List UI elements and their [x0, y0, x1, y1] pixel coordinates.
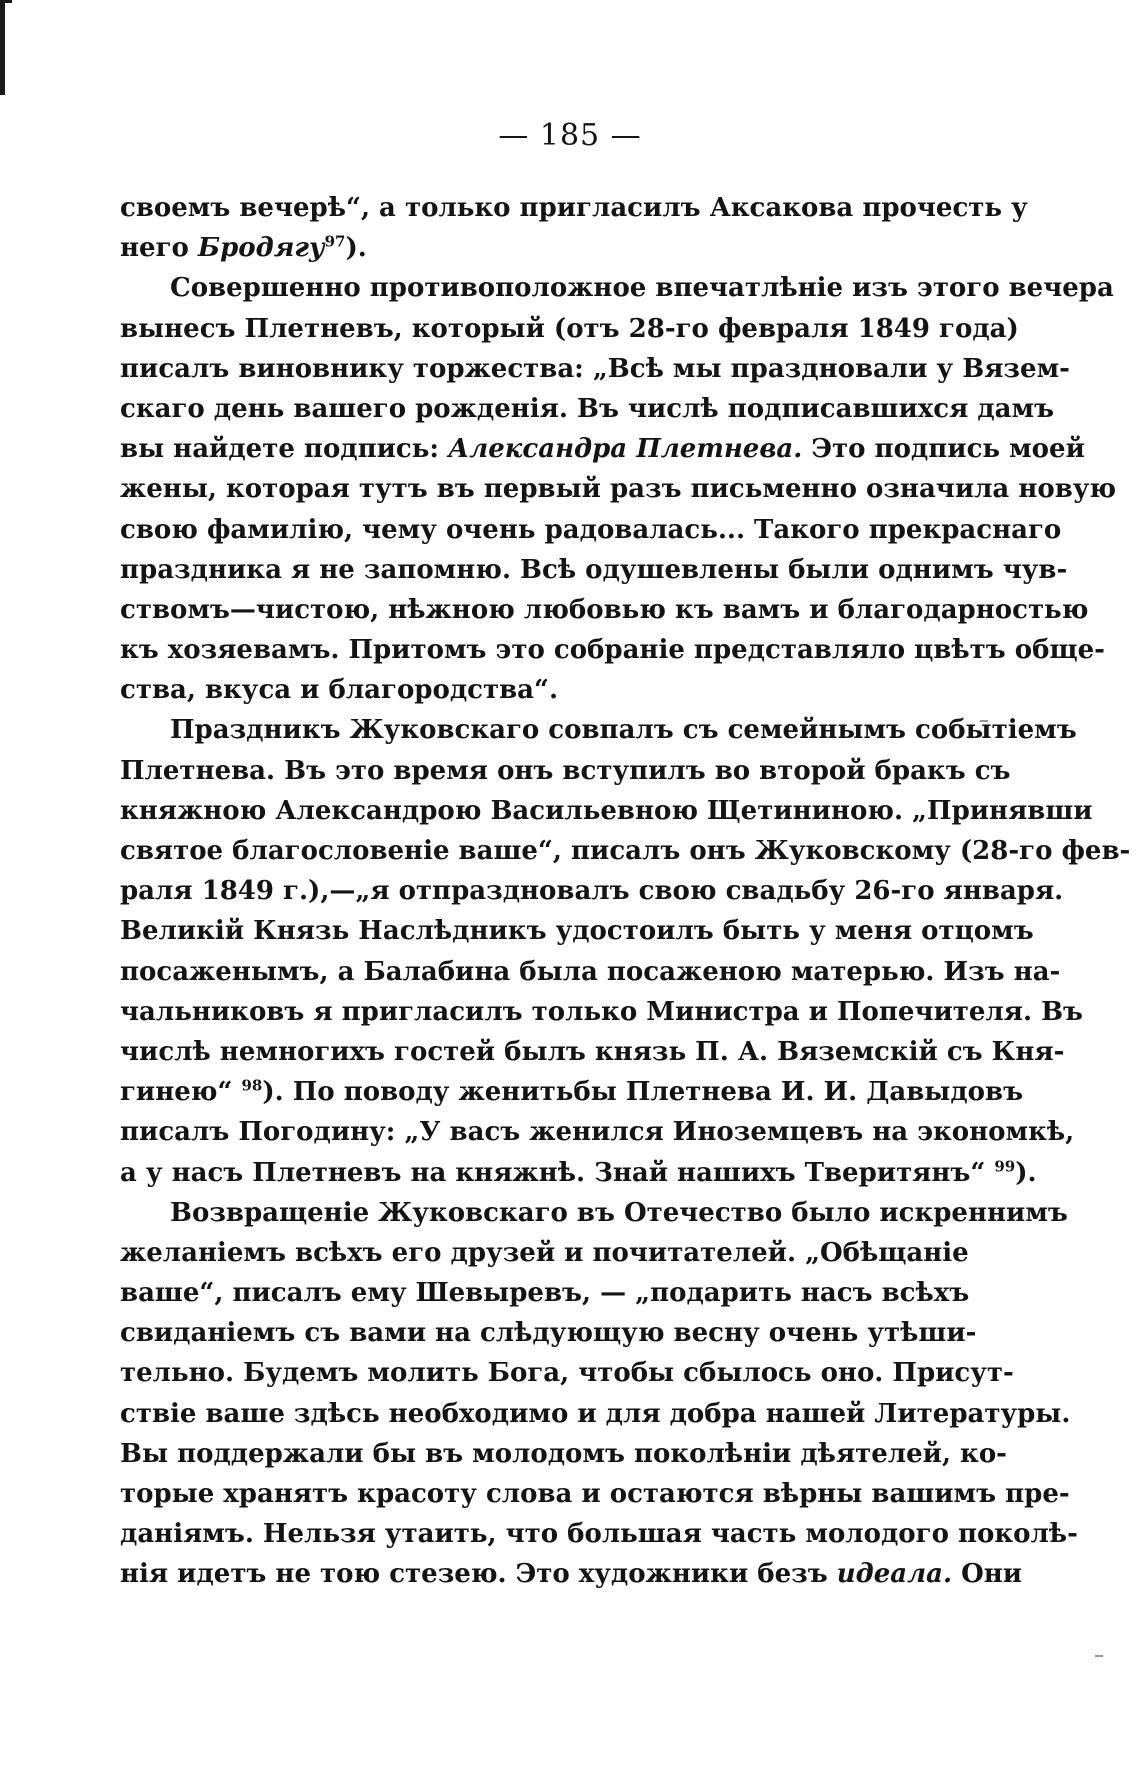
text-line-content: гинею“ — [120, 1077, 242, 1108]
text-line-content: чальниковъ я пригласилъ только Министра и Попечителя. Въ — [120, 996, 1083, 1027]
text-line-tail: Они — [952, 1559, 1023, 1590]
text-line — [120, 389, 1055, 429]
italic-text: Александра Плетнева. — [448, 434, 803, 465]
text-line-content: желаніемъ всѣхъ его друзей и почитателей. „Обѣщаніе — [120, 1237, 969, 1268]
text-line-content: Плетнева. Въ это время онъ вступилъ во второй бракъ съ — [120, 755, 1011, 786]
text-line — [120, 590, 1089, 630]
text-line-content: нія идетъ не тою стезею. Это художники безъ — [120, 1559, 837, 1590]
text-line-content: ствіе ваше здѣсь необходимо и для добра нашей Литературы. — [120, 1398, 1071, 1429]
text-line-content: а у насъ Плетневъ на княжнѣ. Знай нашихъ Тверитянъ“ — [120, 1157, 995, 1188]
text-line — [120, 1353, 1014, 1393]
text-line-content: Возвращеніе Жуковскаго въ Отечество было искреннимъ — [170, 1197, 1068, 1228]
text-line — [120, 952, 1061, 992]
text-line — [120, 751, 1011, 791]
text-line — [120, 831, 1131, 871]
text-line — [120, 710, 1077, 750]
text-line-content: торые хранятъ красоту слова и остаются вѣрны вашимъ пре- — [120, 1479, 1070, 1509]
italic-text: идеала. — [836, 1559, 953, 1590]
text-line-content: Вы поддержали бы въ молодомъ поколѣніи дѣятелей, ко- — [120, 1438, 1007, 1469]
text-line-content: посаженымъ, а Балабина была посаженою матерью. Изъ на- — [120, 956, 1061, 987]
text-line — [120, 1153, 1037, 1193]
text-line — [120, 1273, 970, 1313]
text-line-content: вы найдете подпись: — [120, 434, 449, 465]
text-line — [120, 228, 950, 268]
footnote-ref: 97 — [324, 232, 346, 251]
text-line-content: тельно. Будемъ молить Бога, чтобы сбылось оно. Присут- — [120, 1358, 1014, 1389]
text-line-content: ствомъ—чистою, нѣжною любовью къ вамъ и благодарностью — [120, 594, 1089, 625]
text-line-content: скаго день вашего рожденія. Въ числѣ подписавшихся дамъ — [120, 393, 1055, 424]
text-line-tail: ). — [345, 233, 367, 264]
text-line — [120, 1233, 969, 1273]
body-text — [120, 188, 1131, 1595]
text-line — [120, 992, 1083, 1032]
text-line-content: Великій Князь Наслѣдникъ удостоилъ быть у меня отцомъ — [120, 916, 1034, 947]
text-line — [120, 510, 1062, 550]
text-line — [120, 670, 950, 710]
text-line — [120, 550, 1068, 590]
text-line-tail: ). — [1015, 1157, 1037, 1188]
text-line — [120, 1193, 1068, 1233]
text-line — [120, 911, 1034, 951]
italic-text: Бродягу — [197, 233, 325, 264]
text-line-content: къ хозяевамъ. Притомъ это собраніе представляло цвѣтъ обще- — [120, 635, 1105, 666]
text-line-content: Совершенно противоположное впечатлѣніе изъ этого вечера — [170, 273, 1114, 304]
footnote-ref: 99 — [994, 1156, 1016, 1175]
text-line — [120, 1313, 977, 1353]
text-line — [120, 1112, 1075, 1152]
text-line-tail: Это подпись моей — [802, 434, 1085, 465]
text-line — [120, 1032, 1065, 1072]
text-line-content: святое благословеніе ваше“, писалъ онъ Жуковскому (28-го фев- — [120, 836, 1131, 866]
text-line — [120, 309, 1019, 349]
text-line-content: даніямъ. Нельзя утаить, что большая часть молодого поколѣ- — [120, 1519, 1078, 1550]
text-line — [120, 1394, 1071, 1434]
text-line-content: праздника я не запомню. Всѣ одушевлены были однимъ чув- — [120, 554, 1068, 585]
text-line-content: писалъ виновнику торжества: „Всѣ мы праздновали у Вязем- — [120, 353, 1070, 384]
text-line — [120, 630, 1105, 670]
text-line — [120, 1554, 1023, 1594]
text-line-content: своемъ вечерѣ“, а только пригласилъ Аксакова прочесть у — [120, 193, 1028, 223]
text-line — [120, 469, 1117, 509]
text-line-content: вынесъ Плетневъ, который (отъ 28-го февраля 1849 года) — [120, 313, 1019, 344]
footnote-ref: 98 — [241, 1076, 263, 1095]
text-line-content: Праздникъ Жуковскаго совпалъ съ семейнымъ событіемъ — [170, 715, 1077, 746]
text-line-tail: ). По поводу женитьбы Плетнева И. И. Давыдовъ — [262, 1077, 1024, 1108]
text-line — [120, 871, 1064, 911]
text-line-content: свиданіемъ съ вами на слѣдующую весну очень утѣши- — [120, 1318, 977, 1349]
text-line-content: ства, вкуса и благородства“. — [120, 675, 559, 706]
text-line — [120, 1514, 1078, 1554]
text-line-content: жены, которая тутъ въ первый разъ письменно означила новую — [120, 474, 1117, 505]
text-line — [120, 268, 1114, 308]
page-number: — 185 — — [498, 118, 642, 153]
text-line-content: раля 1849 г.),—„я отпраздновалъ свою свадьбу 26-го января. — [120, 876, 1064, 907]
text-line — [120, 1072, 1024, 1112]
text-line-content: него — [120, 233, 198, 264]
text-line — [120, 791, 1093, 831]
text-line — [120, 1474, 1070, 1514]
scan-edge-tick — [1095, 1655, 1103, 1657]
text-line — [120, 1434, 1007, 1474]
text-line-content: княжною Александрою Васильевною Щетининою. „Принявши — [120, 795, 1093, 826]
text-line-content: писалъ Погодину: „У васъ женился Иноземцевъ на экономкѣ, — [120, 1117, 1075, 1148]
text-line — [120, 429, 1085, 469]
text-line-content: числѣ немногихъ гостей былъ князь П. А. Вяземскій съ Кня- — [120, 1036, 1065, 1067]
text-line-content: свою фамилію, чему очень радовалась... Такого прекраснаго — [120, 514, 1062, 545]
text-line-content: ваше“, писалъ ему Шевыревъ, — „подарить насъ всѣхъ — [120, 1278, 970, 1309]
scan-edge-mark — [0, 0, 12, 95]
text-line — [120, 349, 1070, 389]
text-line — [120, 188, 1028, 228]
